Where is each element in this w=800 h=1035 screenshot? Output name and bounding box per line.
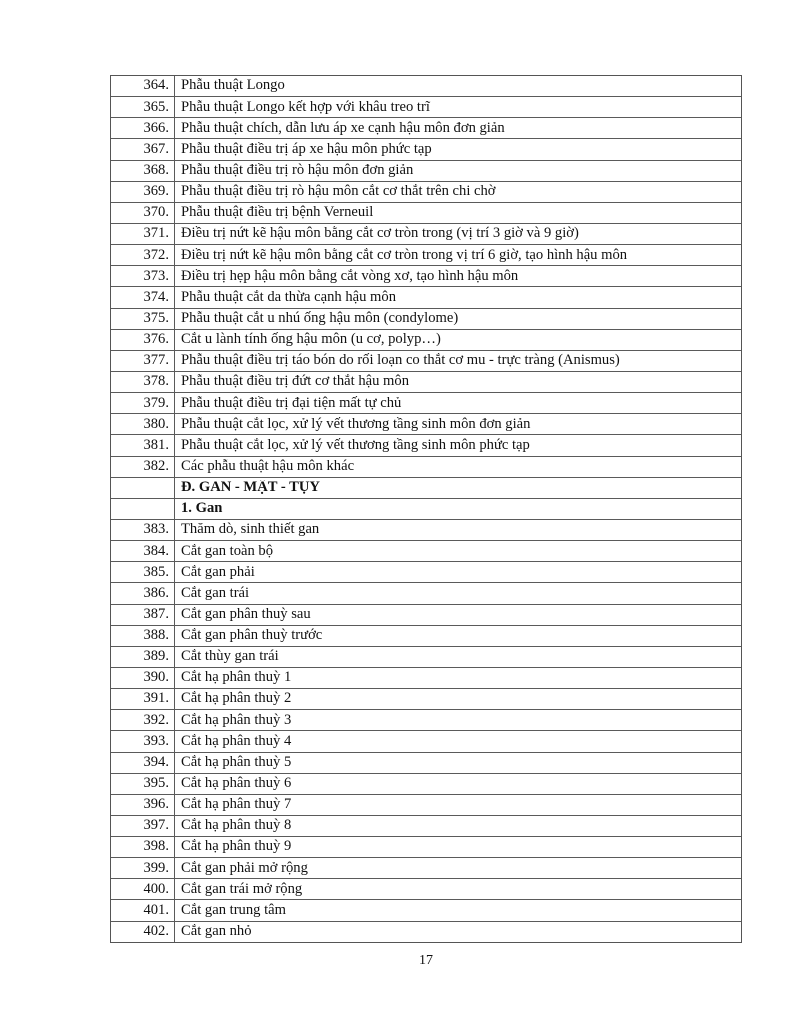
table-row [111, 308, 741, 329]
row-text-cell: Cắt gan trái mở rộng [181, 881, 303, 897]
table-row [111, 138, 741, 159]
page-number: 17 [419, 953, 433, 968]
row-number-cell: 374. [111, 287, 175, 307]
table-row [111, 202, 741, 223]
row-text-cell: Cắt gan phải [181, 564, 255, 580]
row-number-cell: 369. [111, 182, 175, 202]
row-text-cell: Phẫu thuật cắt u nhú ống hậu môn (condylome) [181, 310, 459, 326]
row-text-cell: Cắt hạ phân thuỳ 8 [181, 818, 292, 834]
row-text-cell: Phẫu thuật Longo [181, 78, 285, 94]
row-number-cell: 364. [111, 76, 175, 96]
table-row [111, 730, 741, 751]
row-text-cell: Cắt gan toàn bộ [181, 543, 274, 559]
row-number-cell: 375. [111, 309, 175, 329]
row-text-cell: Phẫu thuật điều trị bệnh Verneuil [181, 205, 374, 221]
row-text-cell: Cắt hạ phân thuỳ 5 [181, 754, 292, 770]
row-number-cell [111, 478, 175, 498]
row-number-cell: 399. [111, 858, 175, 878]
row-text-cell: Phẫu thuật cắt lọc, xử lý vết thương tầng sinh môn phức tạp [181, 437, 530, 453]
table-row [111, 392, 741, 413]
table-row [111, 76, 741, 96]
table-row [111, 857, 741, 878]
row-text-cell: Cắt gan phân thuỳ trước [181, 628, 323, 644]
row-text-cell: Điều trị nứt kẽ hậu môn bằng cắt cơ tròn trong (vị trí 3 giờ và 9 giờ) [181, 226, 579, 242]
row-text-cell: Phẫu thuật cắt lọc, xử lý vết thương tầng sinh môn đơn giản [181, 416, 531, 432]
row-number-cell: 402. [111, 922, 175, 942]
table-row [111, 117, 741, 138]
row-text-cell: Cắt hạ phân thuỳ 6 [181, 776, 292, 792]
row-number-cell: 366. [111, 118, 175, 138]
table-row [111, 181, 741, 202]
table-row [111, 646, 741, 667]
row-text-cell: Cắt hạ phân thuỳ 3 [181, 712, 292, 728]
row-number-cell: 378. [111, 372, 175, 392]
row-text-cell: Cắt hạ phân thuỳ 1 [181, 670, 292, 686]
table-row [111, 688, 741, 709]
row-text-cell: Phẫu thuật điều trị rò hậu môn cắt cơ thắt trên chi chờ [181, 184, 496, 200]
row-text-cell: Điều trị hẹp hậu môn bằng cắt vòng xơ, tạo hình hậu môn [181, 268, 519, 284]
row-number-cell: 395. [111, 774, 175, 794]
table-row [111, 921, 741, 942]
table-row [111, 582, 741, 603]
table-row [111, 519, 741, 540]
row-text-cell: Cắt hạ phân thuỳ 4 [181, 733, 292, 749]
section-header-row [111, 477, 741, 498]
row-number-cell: 401. [111, 900, 175, 920]
row-number-cell: 391. [111, 689, 175, 709]
row-number-cell: 383. [111, 520, 175, 540]
row-number-cell: 388. [111, 626, 175, 646]
row-number-cell: 377. [111, 351, 175, 371]
row-text-cell: Cắt hạ phân thuỳ 9 [181, 839, 292, 855]
row-number-cell: 370. [111, 203, 175, 223]
row-number-cell: 382. [111, 457, 175, 477]
row-number-cell: 392. [111, 710, 175, 730]
row-text-cell: Cắt gan trái [181, 585, 250, 601]
table-row [111, 899, 741, 920]
table-row [111, 561, 741, 582]
table-row [111, 815, 741, 836]
row-number-cell: 368. [111, 161, 175, 181]
table-row [111, 96, 741, 117]
table-row [111, 350, 741, 371]
row-number-cell: 397. [111, 816, 175, 836]
table-row [111, 752, 741, 773]
row-text-cell: Phẫu thuật chích, dẫn lưu áp xe cạnh hậu môn đơn giản [181, 120, 505, 136]
row-number-cell: 373. [111, 266, 175, 286]
row-text-cell: Cắt hạ phân thuỳ 2 [181, 691, 292, 707]
table-row [111, 286, 741, 307]
table-row [111, 223, 741, 244]
row-text-cell: 1. Gan [181, 501, 223, 517]
table-row [111, 878, 741, 899]
row-text-cell: Đ. GAN - MẬT - TỤY [181, 480, 320, 496]
row-number-cell [111, 499, 175, 519]
row-text-cell: Phẫu thuật điều trị đứt cơ thắt hậu môn [181, 374, 410, 390]
row-text-cell: Cắt gan nhỏ [181, 924, 252, 940]
row-number-cell: 396. [111, 795, 175, 815]
row-number-cell: 384. [111, 541, 175, 561]
row-text-cell: Phẫu thuật điều trị áp xe hậu môn phức tạp [181, 141, 432, 157]
row-number-cell: 386. [111, 583, 175, 603]
row-number-cell: 381. [111, 435, 175, 455]
table-row [111, 540, 741, 561]
row-number-cell: 394. [111, 753, 175, 773]
row-text-cell: Phẫu thuật điều trị táo bón do rối loạn co thắt cơ mu - trực tràng (Anismus) [181, 353, 620, 369]
row-text-cell: Thăm dò, sinh thiết gan [181, 522, 320, 538]
row-text-cell: Cắt u lành tính ống hậu môn (u cơ, polyp…) [181, 332, 441, 348]
row-number-cell: 380. [111, 414, 175, 434]
row-number-cell: 398. [111, 837, 175, 857]
row-text-cell: Cắt gan trung tâm [181, 902, 286, 918]
row-number-cell: 372. [111, 245, 175, 265]
row-number-cell: 389. [111, 647, 175, 667]
table-row [111, 329, 741, 350]
row-text-cell: Các phẫu thuật hậu môn khác [181, 458, 355, 474]
table-row [111, 371, 741, 392]
table-row [111, 625, 741, 646]
table-row [111, 836, 741, 857]
row-number-cell: 390. [111, 668, 175, 688]
row-number-cell: 393. [111, 731, 175, 751]
row-number-cell: 400. [111, 879, 175, 899]
row-text-cell: Cắt thùy gan trái [181, 649, 279, 665]
row-text-cell: Phẫu thuật điều trị đại tiện mất tự chủ [181, 395, 402, 411]
row-number-cell: 367. [111, 139, 175, 159]
table-row [111, 413, 741, 434]
row-text-cell: Phẫu thuật cắt da thừa cạnh hậu môn [181, 289, 396, 305]
row-number-cell: 385. [111, 562, 175, 582]
table-row [111, 434, 741, 455]
row-text-cell: Phẫu thuật điều trị rò hậu môn đơn giản [181, 162, 414, 178]
row-text-cell: Phẫu thuật Longo kết hợp với khâu treo trĩ [181, 99, 430, 115]
table-row [111, 667, 741, 688]
procedure-table [110, 75, 742, 943]
row-number-cell: 371. [111, 224, 175, 244]
table-row [111, 456, 741, 477]
row-number-cell: 376. [111, 330, 175, 350]
table-row [111, 160, 741, 181]
table-row [111, 244, 741, 265]
row-number-cell: 387. [111, 605, 175, 625]
row-number-cell: 365. [111, 97, 175, 117]
row-text-cell: Cắt gan phân thuỳ sau [181, 606, 311, 622]
row-text-cell: Cắt gan phải mở rộng [181, 860, 308, 876]
table-row [111, 265, 741, 286]
table-row [111, 604, 741, 625]
row-text-cell: Điều trị nứt kẽ hậu môn bằng cắt cơ tròn trong vị trí 6 giờ, tạo hình hậu môn [181, 247, 628, 263]
table-row [111, 773, 741, 794]
table-row [111, 794, 741, 815]
table-row [111, 709, 741, 730]
section-header-row [111, 498, 741, 519]
row-text-cell: Cắt hạ phân thuỳ 7 [181, 797, 292, 813]
row-number-cell: 379. [111, 393, 175, 413]
